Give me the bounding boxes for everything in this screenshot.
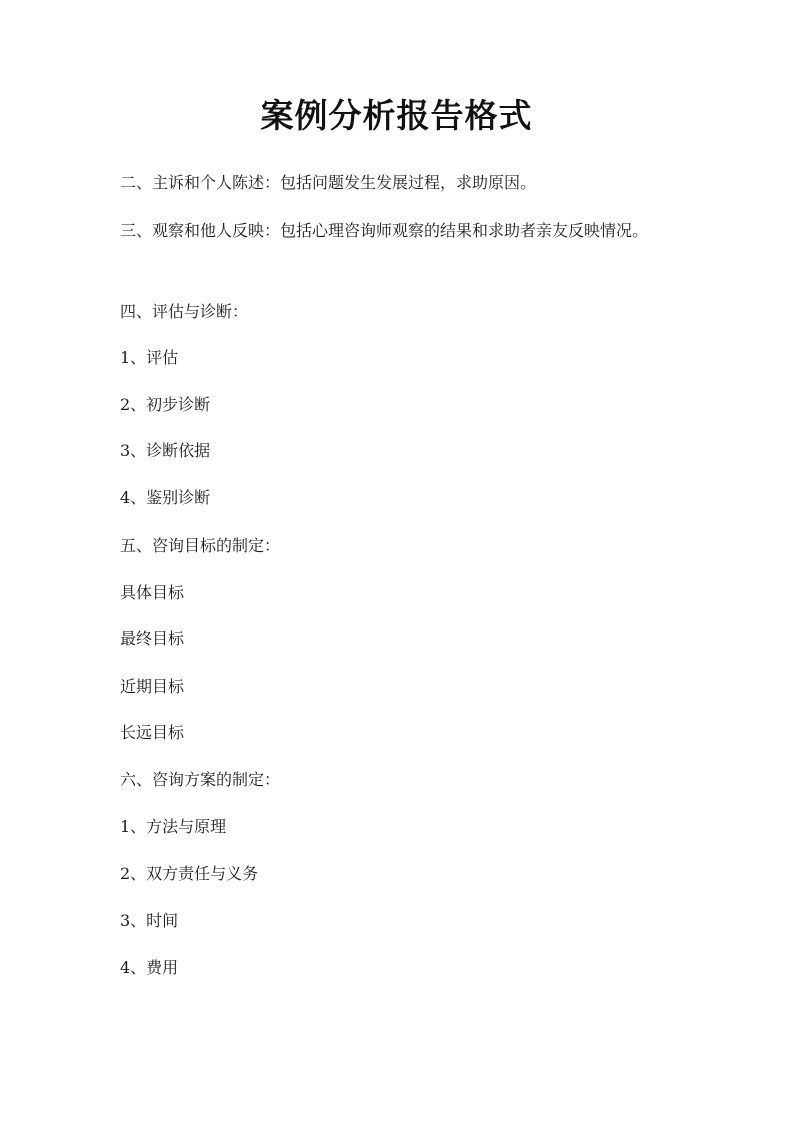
list-item-fees: 4、费用 [120,958,179,977]
section-2-complaint: 二、主诉和个人陈述：包括问题发生发展过程，求助原因。 [120,173,537,192]
section-4-heading: 四、评估与诊断： [120,302,249,321]
list-item-short-term-goal: 近期目标 [120,677,185,696]
list-item-specific-goal: 具体目标 [120,583,185,602]
list-item-differential-diagnosis: 4、鉴别诊断 [120,488,211,507]
list-item-diagnosis-basis: 3、诊断依据 [120,441,211,460]
list-item-long-term-goal: 长远目标 [120,723,185,742]
list-item-assessment: 1、评估 [120,348,179,367]
list-item-method-principle: 1、方法与原理 [120,817,227,836]
section-5-heading: 五、咨询目标的制定： [120,536,281,555]
list-item-preliminary-diagnosis: 2、初步诊断 [120,395,211,414]
section-3-observation: 三、观察和他人反映：包括心理咨询师观察的结果和求助者亲友反映情况。 [120,221,649,240]
list-item-responsibilities: 2、双方责任与义务 [120,864,259,883]
list-item-time: 3、时间 [120,911,179,930]
document-title: 案例分析报告格式 [260,96,533,135]
section-6-heading: 六、咨询方案的制定： [120,770,281,789]
list-item-final-goal: 最终目标 [120,629,185,648]
